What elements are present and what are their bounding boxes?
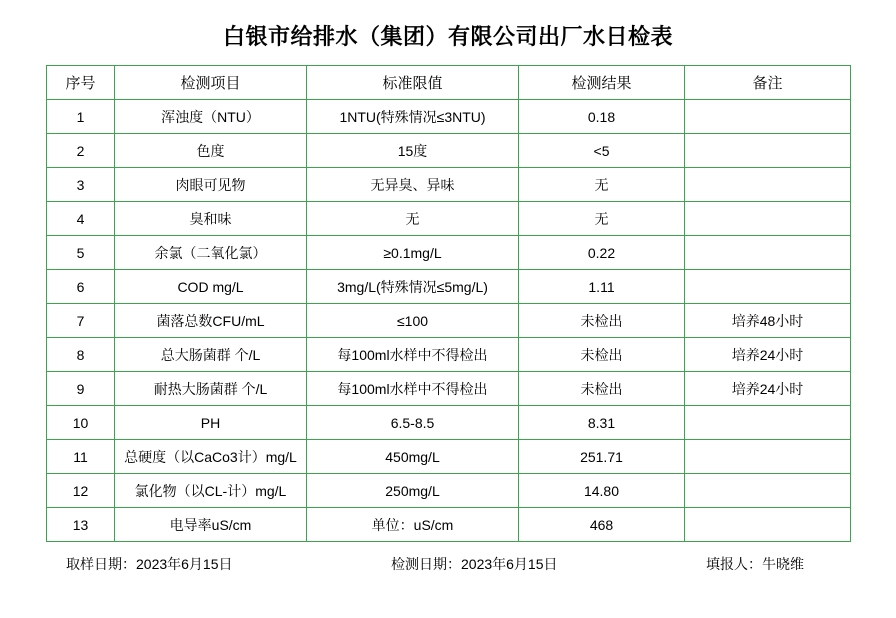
- cell-remark: [685, 406, 851, 440]
- cell-item: 臭和味: [115, 202, 307, 236]
- page-title: 白银市给排水（集团）有限公司出厂水日检表: [222, 24, 673, 49]
- cell-result: 0.18: [519, 100, 685, 134]
- cell-limit: ≥0.1mg/L: [307, 236, 519, 270]
- cell-no: 8: [47, 338, 115, 372]
- report-table-wrap: [46, 65, 850, 542]
- column-header-no: 序号: [47, 66, 115, 100]
- column-header-remark: 备注: [685, 66, 851, 100]
- cell-remark: 培养24小时: [685, 372, 851, 406]
- table-body: [47, 100, 851, 542]
- cell-item: COD mg/L: [115, 270, 307, 304]
- report-footer: [46, 554, 850, 574]
- cell-remark: [685, 236, 851, 270]
- cell-limit: 15度: [307, 134, 519, 168]
- test-date: 检测日期：2023年6月15日: [391, 556, 558, 572]
- cell-result: 14.80: [519, 474, 685, 508]
- table-row: [47, 100, 851, 134]
- table-row: [47, 202, 851, 236]
- cell-item: 肉眼可见物: [115, 168, 307, 202]
- cell-limit: 每100ml水样中不得检出: [307, 338, 519, 372]
- cell-no: 1: [47, 100, 115, 134]
- cell-no: 12: [47, 474, 115, 508]
- cell-result: 未检出: [519, 372, 685, 406]
- cell-result: <5: [519, 134, 685, 168]
- table-header-row: [47, 66, 851, 100]
- cell-remark: [685, 508, 851, 542]
- column-header-result: 检测结果: [519, 66, 685, 100]
- water-quality-table: [46, 65, 851, 542]
- cell-result: 未检出: [519, 338, 685, 372]
- cell-no: 2: [47, 134, 115, 168]
- cell-remark: [685, 270, 851, 304]
- cell-limit: ≤100: [307, 304, 519, 338]
- cell-result: 251.71: [519, 440, 685, 474]
- cell-item: 色度: [115, 134, 307, 168]
- cell-no: 9: [47, 372, 115, 406]
- cell-result: 8.31: [519, 406, 685, 440]
- cell-item: 菌落总数CFU/mL: [115, 304, 307, 338]
- cell-limit: 6.5-8.5: [307, 406, 519, 440]
- cell-no: 13: [47, 508, 115, 542]
- table-row: [47, 440, 851, 474]
- table-header: [47, 66, 851, 100]
- cell-no: 6: [47, 270, 115, 304]
- column-header-item: 检测项目: [115, 66, 307, 100]
- cell-item: 总硬度（以CaCo3计）mg/L: [115, 440, 307, 474]
- table-row: [47, 372, 851, 406]
- cell-limit: 无: [307, 202, 519, 236]
- cell-no: 3: [47, 168, 115, 202]
- cell-remark: [685, 134, 851, 168]
- cell-item: 余氯（二氧化氯）: [115, 236, 307, 270]
- cell-item: 总大肠菌群 个/L: [115, 338, 307, 372]
- reporter-name: 填报人：牛晓维: [706, 556, 804, 572]
- cell-limit: 无异臭、异味: [307, 168, 519, 202]
- cell-limit: 250mg/L: [307, 474, 519, 508]
- table-row: [47, 134, 851, 168]
- cell-no: 11: [47, 440, 115, 474]
- cell-result: 未检出: [519, 304, 685, 338]
- cell-no: 10: [47, 406, 115, 440]
- cell-item: PH: [115, 406, 307, 440]
- cell-result: 1.11: [519, 270, 685, 304]
- cell-item: 氯化物（以CL-计）mg/L: [115, 474, 307, 508]
- cell-remark: 培养24小时: [685, 338, 851, 372]
- cell-item: 耐热大肠菌群 个/L: [115, 372, 307, 406]
- cell-result: 无: [519, 202, 685, 236]
- cell-remark: [685, 100, 851, 134]
- cell-result: 468: [519, 508, 685, 542]
- table-row: [47, 304, 851, 338]
- cell-remark: 培养48小时: [685, 304, 851, 338]
- cell-limit: 1NTU(特殊情况≤3NTU): [307, 100, 519, 134]
- cell-limit: 每100ml水样中不得检出: [307, 372, 519, 406]
- cell-remark: [685, 168, 851, 202]
- table-row: [47, 270, 851, 304]
- cell-item: 浑浊度（NTU）: [115, 100, 307, 134]
- cell-limit: 3mg/L(特殊情况≤5mg/L): [307, 270, 519, 304]
- table-row: [47, 474, 851, 508]
- table-row: [47, 236, 851, 270]
- cell-no: 7: [47, 304, 115, 338]
- cell-remark: [685, 440, 851, 474]
- cell-result: 0.22: [519, 236, 685, 270]
- cell-item: 电导率uS/cm: [115, 508, 307, 542]
- table-row: [47, 168, 851, 202]
- report-page: [0, 20, 896, 618]
- table-row: [47, 508, 851, 542]
- column-header-limit: 标准限值: [307, 66, 519, 100]
- cell-limit: 450mg/L: [307, 440, 519, 474]
- table-row: [47, 406, 851, 440]
- cell-limit: 单位：uS/cm: [307, 508, 519, 542]
- sampling-date: 取样日期：2023年6月15日: [66, 556, 233, 572]
- cell-remark: [685, 474, 851, 508]
- cell-no: 4: [47, 202, 115, 236]
- table-row: [47, 338, 851, 372]
- cell-result: 无: [519, 168, 685, 202]
- cell-remark: [685, 202, 851, 236]
- cell-no: 5: [47, 236, 115, 270]
